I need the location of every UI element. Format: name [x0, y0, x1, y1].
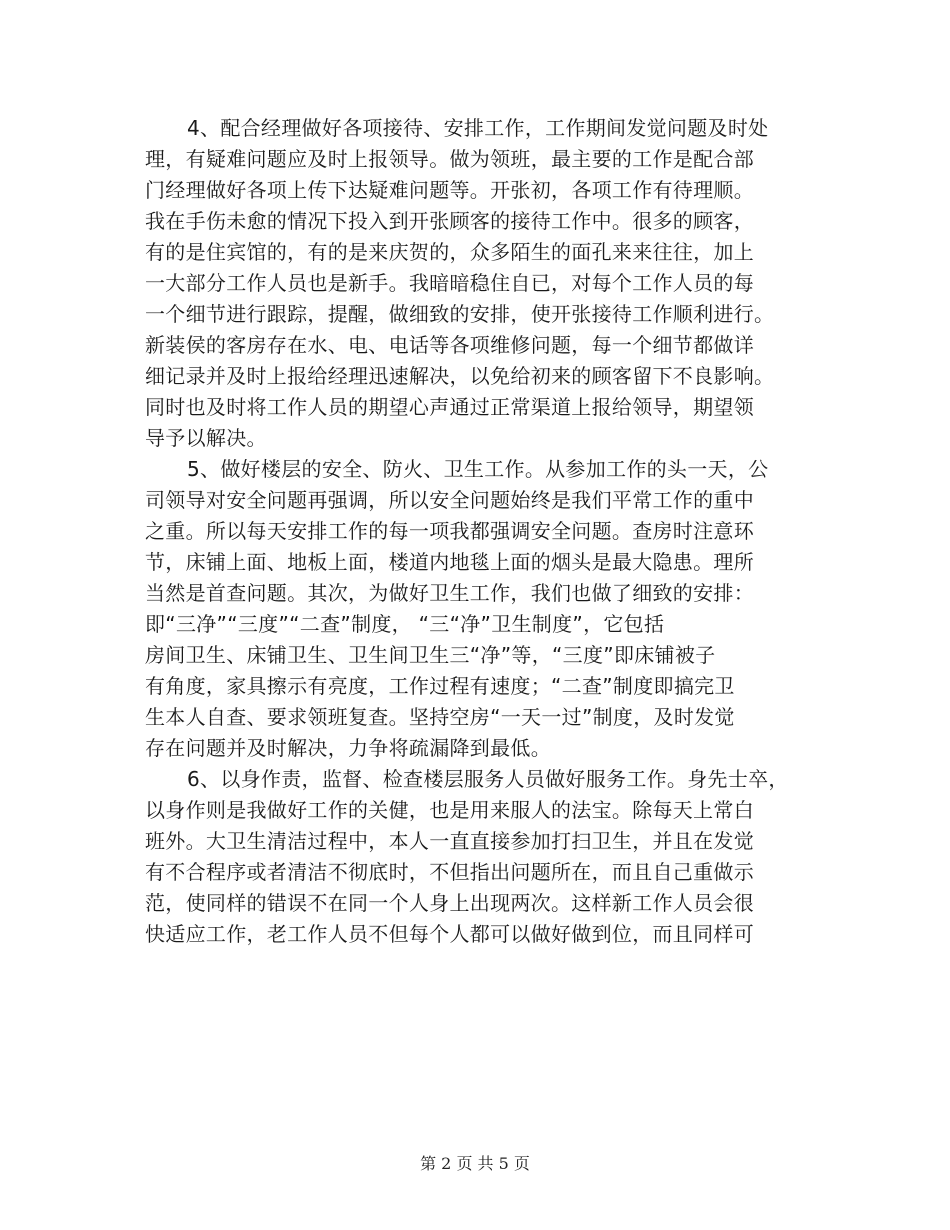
text-line: 理，有疑难问题应及时上报领导。做为领班，最主要的工作是配合部	[145, 147, 754, 171]
text-line: 有不合程序或者清洁不彻底时，不但指出问题所在，而且自己重做示	[145, 860, 754, 884]
text-line: 6、以身作责，监督、检查楼层服务人员做好服务工作。身先士卒，	[187, 767, 789, 791]
text-line: 快适应工作，老工作人员不但每个人都可以做好做到位，而且同样可	[145, 922, 754, 946]
page-number-footer: 第 2 页 共 5 页	[420, 1154, 530, 1173]
text-line: 节，床铺上面、地板上面，楼道内地毯上面的烟头是最大隐患。理所	[145, 550, 754, 574]
text-line: 有的是住宾馆的，有的是来庆贺的，众多陌生的面孔来来往往，加上	[145, 240, 754, 264]
text-line: 一个细节进行跟踪，提醒，做细致的安排，使开张接待工作顺利进行。	[145, 302, 775, 326]
text-line: 即“三净”“三度”“二查”制度， “三“净”卫生制度”，它包括	[145, 612, 665, 636]
document-body	[145, 113, 835, 950]
paragraph-5	[145, 454, 835, 764]
text-line: 5、做好楼层的安全、防火、卫生工作。从参加工作的头一天，公	[187, 457, 769, 481]
text-line: 有角度，家具擦示有亮度，工作过程有速度；“二查”制度即搞完卫	[145, 674, 735, 698]
text-line: 当然是首查问题。其次，为做好卫生工作，我们也做了细致的安排：	[145, 581, 754, 605]
text-line: 新装侯的客房存在水、电、电话等各项维修问题，每一个细节都做详	[145, 333, 754, 357]
text-line: 生本人自查、要求领班复查。坚持空房“一天一过”制度，及时发觉	[145, 705, 735, 729]
text-line: 之重。所以每天安排工作的每一项我都强调安全问题。查房时注意环	[145, 519, 754, 543]
text-line: 司领导对安全问题再强调，所以安全问题始终是我们平常工作的重中	[145, 488, 754, 512]
text-line: 房间卫生、床铺卫生、卫生间卫生三“净”等，“三度”即床铺被子	[145, 643, 716, 667]
text-line: 门经理做好各项上传下达疑难问题等。开张初，各项工作有待理顺。	[145, 178, 754, 202]
paragraph-6	[145, 764, 835, 950]
text-line: 我在手伤未愈的情况下投入到开张顾客的接待工作中。很多的顾客，	[145, 209, 754, 233]
text-line: 存在问题并及时解决，力争将疏漏降到最低。	[145, 736, 551, 760]
text-line: 导予以解决。	[145, 426, 267, 450]
text-line: 以身作则是我做好工作的关健，也是用来服人的法宝。除每天上常白	[145, 798, 754, 822]
paragraph-4	[145, 113, 835, 454]
text-line: 一大部分工作人员也是新手。我暗暗稳住自已，对每个工作人员的每	[145, 271, 754, 295]
text-line: 细记录并及时上报给经理迅速解决，以免给初来的顾客留下不良影响。	[145, 364, 775, 388]
text-line: 同时也及时将工作人员的期望心声通过正常渠道上报给领导，期望领	[145, 395, 754, 419]
text-line: 范，使同样的错误不在同一个人身上出现两次。这样新工作人员会很	[145, 891, 754, 915]
text-line: 班外。大卫生清洁过程中，本人一直直接参加打扫卫生，并且在发觉	[145, 829, 754, 853]
text-line: 4、配合经理做好各项接待、安排工作，工作期间发觉问题及时处	[187, 116, 769, 140]
